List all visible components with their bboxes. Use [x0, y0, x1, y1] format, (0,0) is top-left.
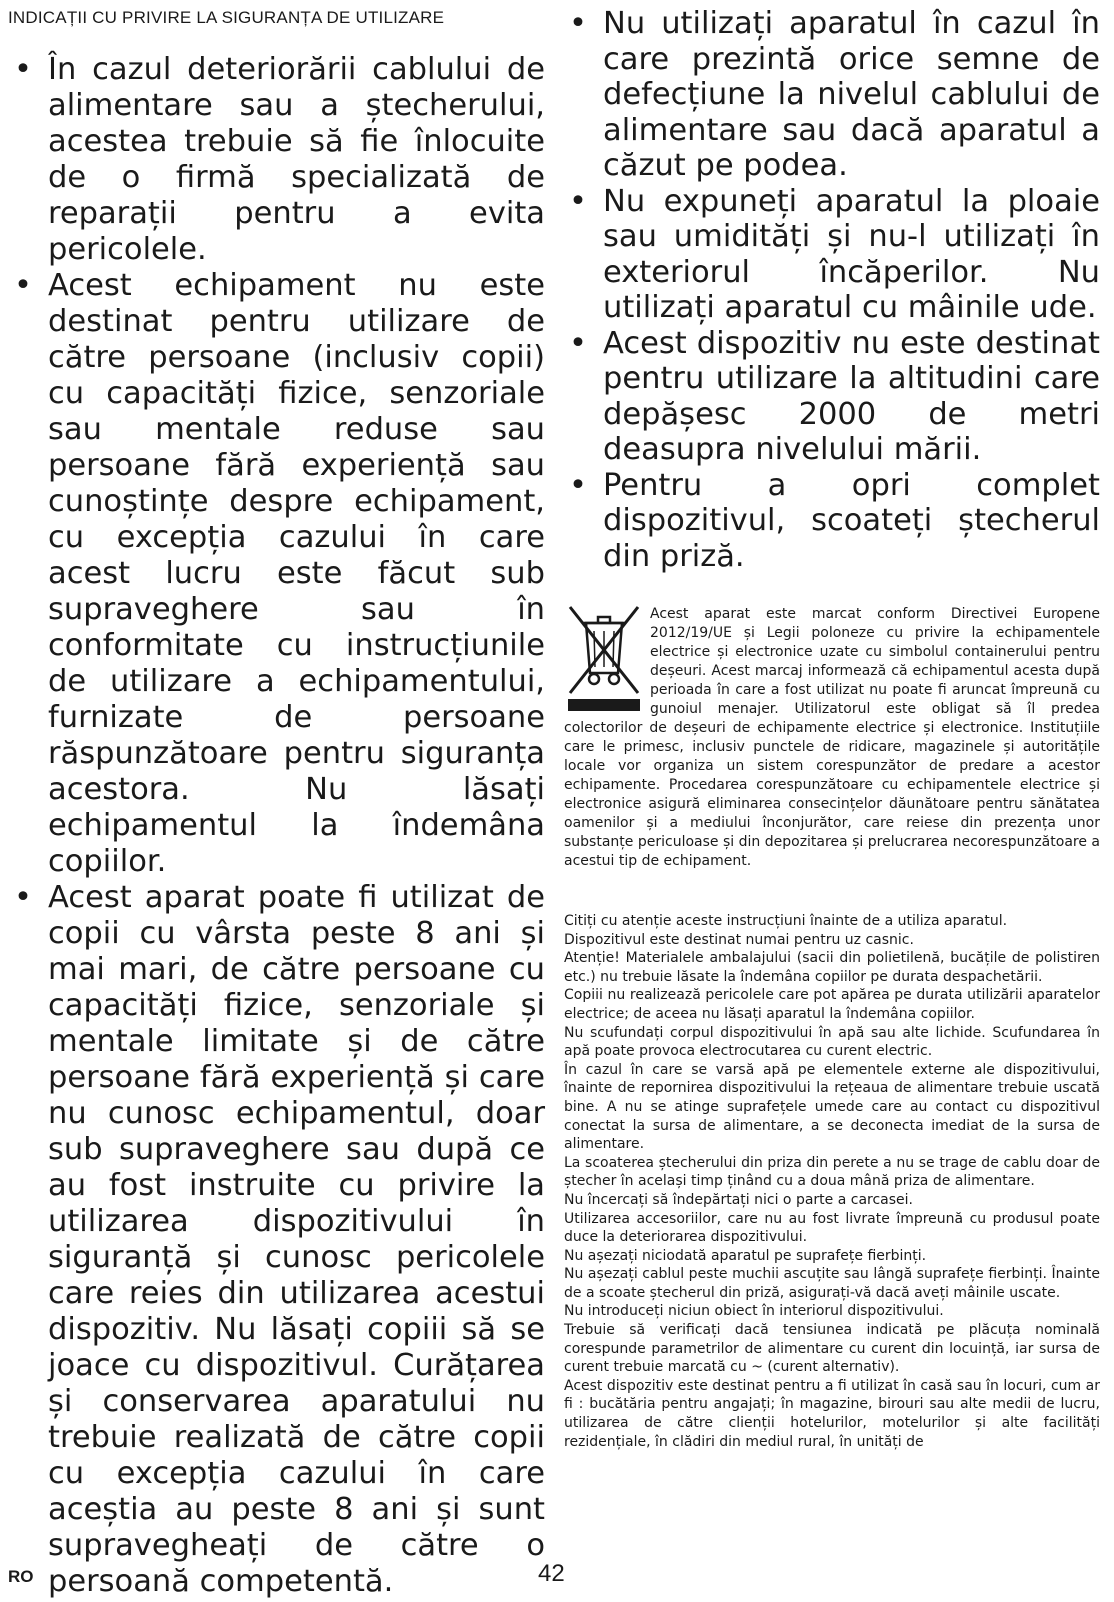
right-column — [565, 6, 1100, 574]
list-item: • În cazul deteriorării cablului de alimentare sau a ștecherului, acestea trebuie să fie înlocuite de o firmă specializată de reparații pentru a evita pericolele. — [10, 52, 545, 268]
left-bullet-list — [10, 52, 545, 1600]
note-line: La scoaterea ștecherului din priza din perete a nu se trage de cablu doar de ștecher în același timp ținând cu a doua mână priza de alimentare. — [564, 1154, 1100, 1190]
weee-notice — [564, 605, 1100, 871]
page-header: INDICAȚII CU PRIVIRE LA SIGURANȚA DE UTILIZARE — [8, 8, 445, 27]
note-line: Nu scufundați corpul dispozitivului în apă sau alte lichide. Scufundarea în apă poate provoca electrocutarea cu curent electric. — [564, 1024, 1100, 1060]
note-line: Copiii nu realizează pericolele care pot apărea pe durata utilizării aparatelor electrice; de aceea nu lăsați aparatul la îndemâna copiilor. — [564, 987, 1100, 1022]
right-bullet-list — [565, 6, 1100, 574]
note-line: Utilizarea accesoriilor, care nu au fost livrate împreună cu produsul poate duce la deteriorarea dispozitivului. — [564, 1210, 1100, 1246]
weee-text: Acest aparat este marcat conform Directivei Europene 2012/19/UE și Legii poloneze cu privire la echipamentele electrice și electronice uzate cu simbolul containerului pentru deșeuri. Acest marcaj informează că echipamentul acesta după perioada în care a fost utilizat nu poate fi aruncat împreună cu gunoiul menajer. Utilizatorul este obligat să îl predea colectorilor de deșeuri de echipamente electrice și electronice. Instituțiile care le primesc, inclusiv punctele de ridicare, magazinele și autoritățile locale vor organiza un sistem corespunzător de predare a acestor echipamente. Procedarea corespunzătoare cu echipamentele electrice și electronice asigură eliminarea consecințelor dăunătoare pentru sănătatea oamenilor și a mediului înconjurător, care reiese din prezența unor substanțe periculoase și din depozitarea și prelucrarea necorespunzătoare a acestui tip de echipament. — [564, 606, 1100, 869]
note-line: În cazul în care se varsă apă pe elementele externe ale dispozitivului, înainte de repornirea dispozitivului la rețeaua de alimentare trebuie uscată bine. A nu se atinge suprafețele umede care au contact cu dispozitivul conectat la sursa de alimentare, a se deconecta imediat de la sursa de alimentare. — [564, 1061, 1100, 1153]
note-line: Acest dispozitiv este destinat pentru a fi utilizat în casă sau în locuri, cum ar fi : bucătăria pentru angajați; în magazine, birouri sau alte medii de lucru, utilizarea de către clienții hotelurilor, motelurilor și alte facilități rezidențiale, în clădiri din mediul rural, în unități de — [564, 1377, 1100, 1450]
list-item: • Acest dispozitiv nu este destinat pentru utilizare la altitudini care depășesc 2000 de metri deasupra nivelului mării. — [565, 326, 1100, 468]
list-item: • Acest aparat poate fi utilizat de copii cu vârsta peste 8 ani și mai mari, de către persoane cu capacități fizice, senzoriale și mentale limitate și de către persoane fără experiență și care nu cunosc echipamentul, doar sub supraveghere sau după ce au fost instruite cu privire la utilizarea dispozitivului în siguranță și cunosc pericolele care reies din utilizarea acestui dispozitiv. Nu lăsați copiii să se joace cu dispozitivul. Curățarea și conservarea aparatului nu trebuie realizată de către copii cu excepția cazului în care aceștia au peste 8 ani și sunt supravegheați de către o persoană competentă. — [10, 880, 545, 1600]
note-line: Nu așezați niciodată aparatul pe suprafețe fierbinți. — [564, 1247, 927, 1264]
note-line: Nu introduceți niciun obiect în interiorul dispozitivului. — [564, 1303, 944, 1320]
note-line: Trebuie să verificați dacă tensiunea indicată pe plăcuța nominală corespunde parametrilor de alimentare cu curent din locuință, iar sursa de curent trebuie marcată cu ~ (curent alternativ). — [564, 1322, 1100, 1376]
note-line: Nu așezați cablul peste muchii ascuțite sau lângă suprafețe fierbinți. Înainte de a scoate ștecherul din priză, asigurați-vă dacă aveți mâinile uscate. — [564, 1266, 1100, 1301]
language-code: RO — [8, 1567, 34, 1586]
note-line: Citiți cu atenție aceste instrucțiuni înainte de a utiliza aparatul. — [564, 913, 1008, 929]
list-item: • Acest echipament nu este destinat pentru utilizare de către persoane (inclusiv copii) cu capacități fizice, senzoriale sau mentale reduse sau persoane fără experiență sau cunoștințe despre echipament, cu excepția cazului în care acest lucru este făcut sub supraveghere sau în conformitate cu instrucțiunile de utilizare a echipamentului, furnizate de persoane răspunzătoare pentru siguranța acestora. Nu lăsați echipamentul la îndemâna copiilor. — [10, 268, 545, 880]
left-column — [10, 52, 545, 1600]
list-item: • Pentru a opri complet dispozitivul, scoateți ștecherul din priză. — [565, 468, 1100, 575]
note-line: Dispozitivul este destinat numai pentru uz casnic. — [564, 931, 914, 948]
note-line: Nu încercați să îndepărtați nici o parte a carcasei. — [564, 1191, 913, 1208]
crossed-out-wheelie-bin-icon — [564, 601, 644, 713]
note-line: Atenție! Materialele ambalajului (sacii din polietilenă, bucățile de polistiren etc.) nu trebuie lăsate la îndemâna copiilor pe durata despachetării. — [564, 950, 1100, 985]
list-item: • Nu utilizați aparatul în cazul în care prezintă orice semne de defecțiune la nivelul cablului de alimentare sau dacă aparatul a căzut pe podea. — [565, 6, 1100, 184]
page-number: 42 — [538, 1560, 565, 1587]
safety-notes — [564, 912, 1100, 1451]
list-item: • Nu expuneți aparatul la ploaie sau umidități și nu-l utilizați în exteriorul încăperilor. Nu utilizați aparatul cu mâinile ude. — [565, 184, 1100, 326]
